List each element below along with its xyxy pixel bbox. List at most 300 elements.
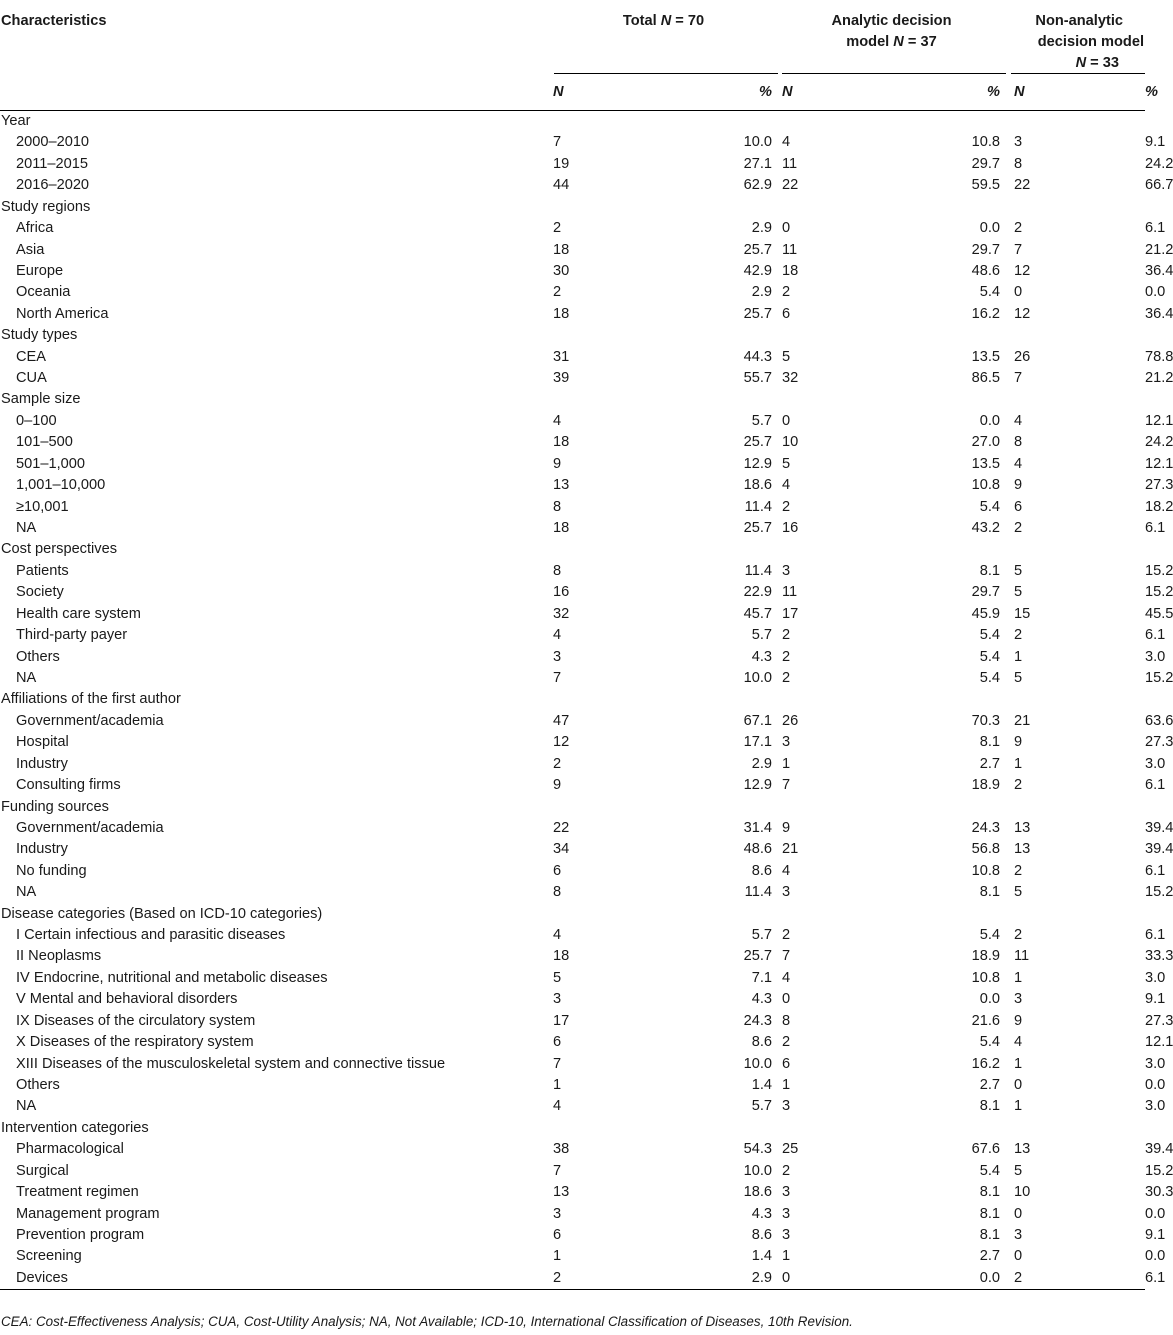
cell-nonanalytic-n: 13	[1014, 819, 1031, 836]
cell-total-n: 47	[553, 712, 570, 729]
cell-nonanalytic-n: 11	[1014, 948, 1030, 965]
table-row: Third-party payer 4 5.7 2 5.4 2 6.1	[0, 625, 1145, 646]
cell-nonanalytic-n: 3	[1014, 134, 1023, 151]
cell-total-n: 8	[553, 562, 562, 579]
cell-total-n: 18	[553, 305, 570, 322]
cell-total-n: 18	[553, 948, 570, 965]
table-row: X Diseases of the respiratory system 6 8.6 2 5.4 4 12.1	[0, 1032, 1145, 1053]
row-label: No funding	[16, 862, 87, 879]
cell-nonanalytic-n: 2	[1014, 220, 1023, 237]
cell-total-n: 9	[553, 777, 562, 794]
cell-total-pct: 5.7	[751, 927, 772, 944]
cell-analytic-n: 22	[782, 177, 799, 194]
cell-total-pct: 1.4	[751, 1248, 772, 1265]
cell-analytic-n: 3	[782, 884, 791, 901]
row-label: X Diseases of the respiratory system	[16, 1034, 254, 1051]
table-row: Industry 2 2.9 1 2.7 1 3.0	[0, 754, 1145, 775]
cell-analytic-n: 2	[782, 648, 791, 665]
section-heading-row	[0, 197, 1145, 218]
cell-analytic-n: 25	[782, 1141, 799, 1158]
cell-total-pct: 62.9	[743, 177, 772, 194]
table-row: Health care system 32 45.7 17 45.9 15 45.5	[0, 604, 1145, 625]
row-label: V Mental and behavioral disorders	[16, 991, 238, 1008]
cell-analytic-n: 2	[782, 669, 791, 686]
cell-analytic-n: 6	[782, 1055, 791, 1072]
cell-total-n: 18	[553, 434, 570, 451]
cell-total-pct: 12.9	[743, 777, 772, 794]
row-label: Screening	[16, 1248, 82, 1265]
header-nonanalytic	[1006, 0, 1145, 74]
section-heading-row	[0, 325, 1145, 346]
cell-nonanalytic-n: 1	[1014, 648, 1023, 665]
section-heading-row	[0, 539, 1145, 560]
row-label: NA	[16, 884, 37, 901]
cell-total-n: 6	[553, 1034, 562, 1051]
cell-total-n: 13	[553, 477, 570, 494]
cell-analytic-pct: 27.0	[971, 434, 1000, 451]
cell-total-n: 4	[553, 412, 562, 429]
cell-analytic-pct: 18.9	[971, 948, 1000, 965]
row-label: 1,001–10,000	[16, 477, 106, 494]
cell-analytic-n: 2	[782, 927, 791, 944]
cell-analytic-pct: 29.7	[971, 155, 1000, 172]
cell-analytic-n: 3	[782, 562, 791, 579]
section-label: Sample size	[1, 391, 81, 408]
cell-analytic-n: 32	[782, 370, 799, 387]
cell-total-pct: 67.1	[743, 712, 772, 729]
cell-analytic-pct: 10.8	[971, 969, 1000, 986]
header-characteristics: Characteristics	[1, 13, 107, 29]
cell-analytic-pct: 86.5	[971, 370, 1000, 387]
header-analytic-n: N	[893, 34, 904, 50]
table-row: Asia 18 25.7 11 29.7 7 21.2	[0, 240, 1145, 261]
row-label: 2011–2015	[16, 155, 88, 172]
cell-nonanalytic-n: 9	[1014, 1012, 1023, 1029]
cell-analytic-n: 1	[782, 1248, 791, 1265]
header-total-label: Total	[622, 13, 657, 29]
table-row: Africa 2 2.9 0 0.0 2 6.1	[0, 218, 1145, 239]
table-row: 0–100 4 5.7 0 0.0 4 12.1	[0, 411, 1145, 432]
cell-total-pct: 54.3	[743, 1141, 772, 1158]
cell-nonanalytic-n: 2	[1014, 777, 1023, 794]
section-heading-row	[0, 111, 1145, 133]
cell-nonanalytic-n: 4	[1014, 455, 1023, 472]
cell-nonanalytic-n: 15	[1014, 605, 1031, 622]
cell-nonanalytic-n: 2	[1014, 862, 1023, 879]
cell-nonanalytic-n: 4	[1014, 412, 1023, 429]
table-row: II Neoplasms 18 25.7 7 18.9 11 33.3	[0, 946, 1145, 967]
section-label: Funding sources	[1, 798, 109, 815]
table-row: V Mental and behavioral disorders 3 4.3 0 0.0 3 9.1	[0, 989, 1145, 1010]
table-body	[0, 111, 1173, 1290]
cell-nonanalytic-n: 4	[1014, 1034, 1023, 1051]
table-row: NA 18 25.7 16 43.2 2 6.1	[0, 518, 1145, 539]
cell-analytic-pct: 0.0	[979, 412, 1000, 429]
header-analytic-line2: model	[846, 34, 894, 50]
row-label: Treatment regimen	[16, 1184, 139, 1201]
cell-total-n: 1	[553, 1248, 562, 1265]
row-label: 2000–2010	[16, 134, 90, 151]
table-row: Oceania 2 2.9 2 5.4 0 0.0	[0, 282, 1145, 303]
cell-analytic-pct: 18.9	[971, 777, 1000, 794]
table-row: Management program 3 4.3 3 8.1 0 0.0	[0, 1204, 1145, 1225]
header-nonanalytic-line1: Non-analytic	[1035, 13, 1123, 29]
cell-nonanalytic-n: 9	[1014, 477, 1023, 494]
row-label: Health care system	[16, 605, 141, 622]
cell-nonanalytic-n: 7	[1014, 370, 1023, 387]
cell-total-n: 22	[553, 819, 570, 836]
cell-analytic-n: 8	[782, 1012, 791, 1029]
cell-analytic-n: 1	[782, 1076, 791, 1093]
table-row: 2016–2020 44 62.9 22 59.5 22 66.7	[0, 175, 1145, 196]
cell-analytic-n: 17	[782, 605, 799, 622]
cell-total-pct: 42.9	[743, 262, 772, 279]
cell-total-n: 4	[553, 627, 562, 644]
cell-total-pct: 10.0	[743, 1162, 772, 1179]
row-label: Surgical	[16, 1162, 69, 1179]
cell-total-n: 16	[553, 584, 570, 601]
table-row: Pharmacological 38 54.3 25 67.6 13 39.4	[0, 1139, 1145, 1160]
cell-analytic-pct: 8.1	[979, 1184, 1000, 1201]
row-label: Asia	[16, 241, 45, 258]
cell-total-pct: 5.7	[751, 412, 772, 429]
cell-analytic-n: 5	[782, 455, 791, 472]
row-label: I Certain infectious and parasitic diseases	[16, 927, 286, 944]
cell-total-pct: 27.1	[743, 155, 772, 172]
cell-nonanalytic-n: 8	[1014, 434, 1023, 451]
cell-total-n: 12	[553, 734, 570, 751]
row-label: CUA	[16, 370, 47, 387]
cell-nonanalytic-n: 2	[1006, 1268, 1145, 1290]
col-analytic-n: N	[782, 84, 793, 100]
cell-analytic-pct: 5.4	[979, 498, 1000, 515]
cell-total-n: 18	[553, 241, 570, 258]
cell-total-pct: 5.7	[751, 1098, 772, 1115]
row-label: IX Diseases of the circulatory system	[16, 1012, 256, 1029]
row-label: II Neoplasms	[16, 948, 102, 965]
section-heading-row	[0, 797, 1145, 818]
cell-total-n: 18	[553, 520, 570, 537]
cell-analytic-n: 0	[782, 412, 791, 429]
cell-analytic-pct: 67.6	[971, 1141, 1000, 1158]
cell-nonanalytic-n: 12	[1014, 305, 1031, 322]
cell-nonanalytic-n: 2	[1014, 627, 1023, 644]
table-row: Consulting firms 9 12.9 7 18.9 2 6.1	[0, 775, 1145, 796]
cell-analytic-n: 5	[782, 348, 791, 365]
cell-analytic-pct: 13.5	[971, 455, 1000, 472]
cell-nonanalytic-n: 1	[1014, 1055, 1023, 1072]
section-heading-row	[0, 389, 1145, 410]
cell-total-n: 44	[553, 177, 570, 194]
cell-nonanalytic-n: 1	[1014, 755, 1023, 772]
cell-nonanalytic-n: 26	[1014, 348, 1031, 365]
cell-analytic-pct: 0.0	[918, 1268, 1006, 1290]
cell-analytic-n: 2	[782, 627, 791, 644]
cell-total-pct: 17.1	[743, 734, 772, 751]
cell-total-pct: 18.6	[743, 1184, 772, 1201]
row-label: Third-party payer	[16, 627, 128, 644]
cell-total-n: 2	[553, 220, 562, 237]
col-total-pct: %	[759, 84, 772, 100]
cell-total-pct: 5.7	[751, 627, 772, 644]
table-row: IV Endocrine, nutritional and metabolic diseases 5 7.1 4 10.8 1 3.0	[0, 968, 1145, 989]
cell-analytic-pct: 43.2	[971, 520, 1000, 537]
cell-analytic-pct: 10.8	[971, 477, 1000, 494]
cell-total-n: 38	[553, 1141, 570, 1158]
cell-analytic-n: 3	[782, 1226, 791, 1243]
row-label: NA	[16, 520, 37, 537]
table-row: NA 7 10.0 2 5.4 5 15.2	[0, 668, 1145, 689]
cell-total-n: 17	[553, 1012, 570, 1029]
row-label: NA	[16, 669, 37, 686]
cell-total-n: 5	[553, 969, 562, 986]
cell-analytic-pct: 56.8	[971, 841, 1000, 858]
row-label: Government/academia	[16, 819, 164, 836]
cell-analytic-n: 2	[782, 284, 791, 301]
cell-total-pct: 55.7	[743, 370, 772, 387]
cell-analytic-pct: 8.1	[979, 1098, 1000, 1115]
cell-analytic-pct: 8.1	[979, 734, 1000, 751]
cell-total-n: 6	[553, 1226, 562, 1243]
cell-analytic-n: 26	[782, 712, 799, 729]
row-label: IV Endocrine, nutritional and metabolic diseases	[16, 969, 328, 986]
cell-nonanalytic-n: 7	[1014, 241, 1023, 258]
row-label: Devices	[0, 1268, 550, 1290]
cell-analytic-n: 7	[782, 777, 791, 794]
row-label: Society	[16, 584, 64, 601]
cell-analytic-pct: 5.4	[979, 927, 1000, 944]
cell-analytic-n: 3	[782, 734, 791, 751]
row-label: 101–500	[16, 434, 73, 451]
cell-analytic-pct: 10.8	[971, 862, 1000, 879]
header-total-n: N	[660, 13, 672, 29]
cell-total-n: 8	[553, 884, 562, 901]
cell-analytic-n: 3	[782, 1184, 791, 1201]
cell-analytic-n: 18	[782, 262, 799, 279]
cell-total-pct: 2.9	[751, 755, 772, 772]
table-row: 2000–2010 7 10.0 4 10.8 3 9.1	[0, 132, 1145, 153]
cell-total-pct: 25.7	[743, 520, 772, 537]
row-label: Europe	[16, 262, 64, 279]
cell-analytic-pct: 2.7	[979, 1248, 1000, 1265]
cell-nonanalytic-n: 10	[1014, 1184, 1031, 1201]
cell-total-pct: 24.3	[743, 1012, 772, 1029]
table-row: XIII Diseases of the musculoskeletal system and connective tissue 7 10.0 6 16.2 1 3.0	[0, 1054, 1145, 1075]
cell-total-pct: 25.7	[743, 948, 772, 965]
cell-total-pct: 1.4	[751, 1076, 772, 1093]
table-row: North America 18 25.7 6 16.2 12 36.4	[0, 304, 1145, 325]
cell-nonanalytic-n: 13	[1014, 841, 1031, 858]
table-row: NA 8 11.4 3 8.1 5 15.2	[0, 882, 1145, 903]
cell-total-pct: 7.1	[751, 969, 772, 986]
cell-nonanalytic-n: 6	[1014, 498, 1023, 515]
table-row: Hospital 12 17.1 3 8.1 9 27.3	[0, 732, 1145, 753]
cell-nonanalytic-n: 2	[1014, 927, 1023, 944]
cell-total-pct: 18.6	[743, 477, 772, 494]
cell-total-n: 2	[550, 1268, 690, 1290]
row-label: Pharmacological	[16, 1141, 124, 1158]
footnote: CEA: Cost-Effectiveness Analysis; CUA, Cost-Utility Analysis; NA, Not Available; ICD-10, International Classification of Diseases, 10th Revision.	[1, 1314, 853, 1329]
cell-analytic-n: 11	[782, 584, 798, 601]
cell-total-n: 34	[553, 841, 570, 858]
cell-analytic-pct: 24.3	[971, 819, 1000, 836]
row-label: 501–1,000	[16, 455, 85, 472]
cell-analytic-pct: 5.4	[979, 284, 1000, 301]
cell-total-n: 6	[553, 862, 562, 879]
row-label: 2016–2020	[16, 177, 90, 194]
header-nonanalytic-n: N	[1075, 55, 1087, 71]
cell-analytic-n: 11	[782, 241, 798, 258]
col-analytic-pct: %	[987, 84, 1000, 100]
cell-analytic-n: 11	[782, 155, 798, 172]
cell-total-n: 32	[553, 605, 570, 622]
table-row: Devices 2 2.9 0 0.0 2 6.1	[0, 1268, 1145, 1290]
cell-total-pct: 10.0	[743, 669, 772, 686]
section-label: Cost perspectives	[1, 541, 117, 558]
table-row: Patients 8 11.4 3 8.1 5 15.2	[0, 561, 1145, 582]
cell-total-n: 30	[553, 262, 570, 279]
cell-analytic-n: 4	[782, 969, 791, 986]
row-label: Industry	[16, 841, 68, 858]
cell-analytic-n: 4	[782, 862, 791, 879]
header-nonanalytic-count: = 33	[1086, 55, 1119, 71]
table-row: Industry 34 48.6 21 56.8 13 39.4	[0, 839, 1145, 860]
row-label: Industry	[16, 755, 68, 772]
cell-total-n: 7	[553, 1055, 562, 1072]
cell-analytic-n: 21	[782, 841, 799, 858]
cell-nonanalytic-n: 0	[1014, 284, 1023, 301]
cell-nonanalytic-n: 0	[1014, 1248, 1023, 1265]
cell-total-pct: 11.4	[744, 562, 772, 579]
row-label: XIII Diseases of the musculoskeletal system and connective tissue	[16, 1055, 446, 1072]
cell-total-pct: 48.6	[743, 841, 772, 858]
cell-nonanalytic-n: 5	[1014, 584, 1023, 601]
row-label: Oceania	[16, 284, 71, 301]
cell-analytic-n: 0	[777, 1268, 918, 1290]
table-row: Others 3 4.3 2 5.4 1 3.0	[0, 647, 1145, 668]
cell-total-pct: 8.6	[751, 1034, 772, 1051]
cell-nonanalytic-n: 5	[1014, 1162, 1023, 1179]
col-nonanalytic-n: N	[1014, 84, 1025, 100]
table-row: 501–1,000 9 12.9 5 13.5 4 12.1	[0, 454, 1145, 475]
cell-total-pct: 31.4	[743, 819, 772, 836]
table-row: ≥10,001 8 11.4 2 5.4 6 18.2	[0, 497, 1145, 518]
section-label: Study types	[1, 327, 78, 344]
row-label: Management program	[16, 1205, 160, 1222]
header-analytic-count: = 37	[903, 34, 937, 50]
cell-total-n: 4	[553, 927, 562, 944]
cell-total-n: 2	[553, 755, 562, 772]
cell-analytic-n: 3	[782, 1098, 791, 1115]
cell-total-pct: 4.3	[751, 648, 772, 665]
cell-nonanalytic-n: 3	[1014, 1226, 1023, 1243]
cell-total-pct: 2.9	[751, 220, 772, 237]
cell-nonanalytic-n: 21	[1014, 712, 1031, 729]
section-heading-row	[0, 1118, 1145, 1139]
cell-analytic-pct: 0.0	[979, 991, 1000, 1008]
cell-total-n: 19	[553, 155, 570, 172]
row-label: 0–100	[16, 412, 57, 429]
cell-total-n: 1	[553, 1076, 562, 1093]
cell-total-n: 2	[553, 284, 562, 301]
cell-nonanalytic-n: 3	[1014, 991, 1023, 1008]
characteristics-table: Characteristics Total N = 70 Analytic decision model N = 37 Non-analytic decision model N = 33 N % N % N % Year 2000–2010 7 10.0 4 10.8 3 9.1 2011–2015 19 27.1 11 29.7 8 24.2 2016–2020 44 62.9 22 59.5 22 66.7 Study regions Africa 2 2.9 0 0.0 2 6.1 Asia 18 25.7 11 29.7 7 21.2 Europe 30 42.9 18 48.6 12 36.4 Oceania 2 2.9 2 5.4 0 0.0 North America 18 25.7 6 16.2 12 36.4 Study types CEA 31 44.3 5 13.5 26 78.8 CUA 39 55.7 32 86.5 7 21.2 Sample size 0–100 4 5.7 0 0.0 4 12.1 101–500 18 25.7 10 27.0 8 24.2 501–1,000 9 12.9 5 13.5 4 12.1 1,001–10,000 13 18.6 4 10.8 9 27.3 ≥10,001 8 11.4 2 5.4 6 18.2 NA 18 25.7 16 43.2 2 6.1 Cost perspectives Patients 8 11.4 3 8.1 5 15.2 Society 16 22.9 11 29.7 5 15.2 Health care system 32 45.7 17 45.9 15 45.5 Third-party payer 4 5.7 2 5.4 2 6.1 Others 3 4.3 2 5.4 1 3.0 NA 7 10.0 2 5.4 5 15.2 Affiliations of the first author Government/academia 47 67.1 26 70.3 21 63.6 Hospital 12 17.1 3 8.1 9 27.3 Industry 2 2.9 1 2.7 1 3.0 Consulting firms 9 12.9 7 18.9 2 6.1 Funding sources Government/academia 22 31.4 9 24.3 13 39.4 Industry 34 48.6 21 56.8 13 39.4 No funding 6 8.6 4 10.8 2 6.1 NA 8 11.4 3 8.1 5 15.2 Disease categories (Based on ICD-10 categories) I Certain infectious and parasitic diseases 4 5.7 2 5.4 2 6.1 II Neoplasms 18 25.7 7 18.9 11 33.3 IV Endocrine, nutritional and metabolic diseases 5 7.1 4 10.8 1 3.0 V Mental and behavioral disorders 3 4.3 0 0.0 3 9.1 IX Diseases of the circulatory system 17 24.3 8 21.6 9 27.3 X Diseases of the respiratory system 6 8.6 2 5.4 4 12.1 XIII Diseases of the musculoskeletal system and connective tissue 7 10.0 6 16.2 1 3.0 Others 1 1.4 1 2.7 0 0.0 NA 4 5.7 3 8.1 1 3.0 Intervention categories Pharmacological 38 54.3 25 67.6 13 39.4 Surgical 7 10.0 2 5.4 5 15.2 Treatment regimen 13 18.6 3 8.1 10 30.3 Management program 3 4.3 3 8.1 0 0.0 Prevention program 6 8.6 3 8.1 3 9.1 Screening 1 1.4 1 2.7 0 0.0 Devices 2 2.9 0 0.0 2 6.1	[0, 0, 1145, 1290]
cell-analytic-n: 4	[782, 134, 791, 151]
row-label: Hospital	[16, 734, 69, 751]
section-heading-row	[0, 689, 1145, 710]
cell-total-n: 39	[553, 370, 570, 387]
cell-total-n: 3	[553, 991, 562, 1008]
cell-total-pct: 10.0	[743, 1055, 772, 1072]
cell-analytic-pct: 2.7	[979, 1076, 1000, 1093]
table-row: Government/academia 22 31.4 9 24.3 13 39.4	[0, 818, 1145, 839]
table-row: Society 16 22.9 11 29.7 5 15.2	[0, 582, 1145, 603]
cell-total-n: 13	[553, 1184, 570, 1201]
row-label: Others	[16, 1076, 60, 1093]
cell-analytic-n: 3	[782, 1205, 791, 1222]
cell-total-pct: 45.7	[743, 605, 772, 622]
cell-analytic-pct: 48.6	[971, 262, 1000, 279]
cell-analytic-n: 6	[782, 305, 791, 322]
section-label: Year	[1, 113, 31, 129]
cell-total-pct: 2.9	[751, 284, 772, 301]
cell-total-pct: 11.4	[744, 884, 772, 901]
table-row: CUA 39 55.7 32 86.5 7 21.2	[0, 368, 1145, 389]
table-row: Screening 1 1.4 1 2.7 0 0.0	[0, 1246, 1145, 1267]
cell-nonanalytic-n: 1	[1014, 1098, 1023, 1115]
cell-total-pct: 25.7	[743, 305, 772, 322]
section-label: Intervention categories	[1, 1119, 149, 1136]
cell-total-n: 4	[553, 1098, 562, 1115]
row-label: Prevention program	[16, 1226, 145, 1243]
section-label: Disease categories (Based on ICD-10 categories)	[1, 905, 323, 922]
cell-nonanalytic-n: 12	[1014, 262, 1031, 279]
header-analytic-line1: Analytic decision	[831, 13, 952, 29]
cell-total-pct: 10.0	[743, 134, 772, 151]
table-row: Prevention program 6 8.6 3 8.1 3 9.1	[0, 1225, 1145, 1246]
table-row: CEA 31 44.3 5 13.5 26 78.8	[0, 347, 1145, 368]
table-row: 2011–2015 19 27.1 11 29.7 8 24.2	[0, 154, 1145, 175]
cell-total-pct: 8.6	[751, 1226, 772, 1243]
cell-analytic-pct: 21.6	[971, 1012, 1000, 1029]
section-label: Affiliations of the first author	[1, 691, 181, 708]
cell-nonanalytic-n: 0	[1014, 1205, 1023, 1222]
row-label: NA	[16, 1098, 37, 1115]
cell-analytic-n: 2	[782, 1162, 791, 1179]
cell-nonanalytic-n: 9	[1014, 734, 1023, 751]
cell-total-pct: 25.7	[743, 434, 772, 451]
cell-analytic-pct: 8.1	[979, 1226, 1000, 1243]
cell-analytic-n: 4	[782, 477, 791, 494]
cell-analytic-pct: 8.1	[979, 1205, 1000, 1222]
table-row: Others 1 1.4 1 2.7 0 0.0	[0, 1075, 1145, 1096]
table-row: Europe 30 42.9 18 48.6 12 36.4	[0, 261, 1145, 282]
cell-analytic-pct: 16.2	[971, 305, 1000, 322]
row-label: Consulting firms	[16, 777, 121, 794]
row-label: ≥10,001	[16, 498, 69, 515]
cell-total-pct: 11.4	[744, 498, 772, 515]
cell-analytic-n: 2	[782, 498, 791, 515]
cell-analytic-pct: 5.4	[979, 1034, 1000, 1051]
cell-analytic-pct: 5.4	[979, 627, 1000, 644]
cell-nonanalytic-n: 22	[1014, 177, 1031, 194]
cell-total-pct: 4.3	[751, 1205, 772, 1222]
cell-nonanalytic-n: 0	[1014, 1076, 1023, 1093]
table-row: I Certain infectious and parasitic diseases 4 5.7 2 5.4 2 6.1	[0, 925, 1145, 946]
col-total-n: N	[553, 84, 564, 100]
cell-total-pct: 12.9	[743, 455, 772, 472]
cell-analytic-n: 2	[782, 1034, 791, 1051]
